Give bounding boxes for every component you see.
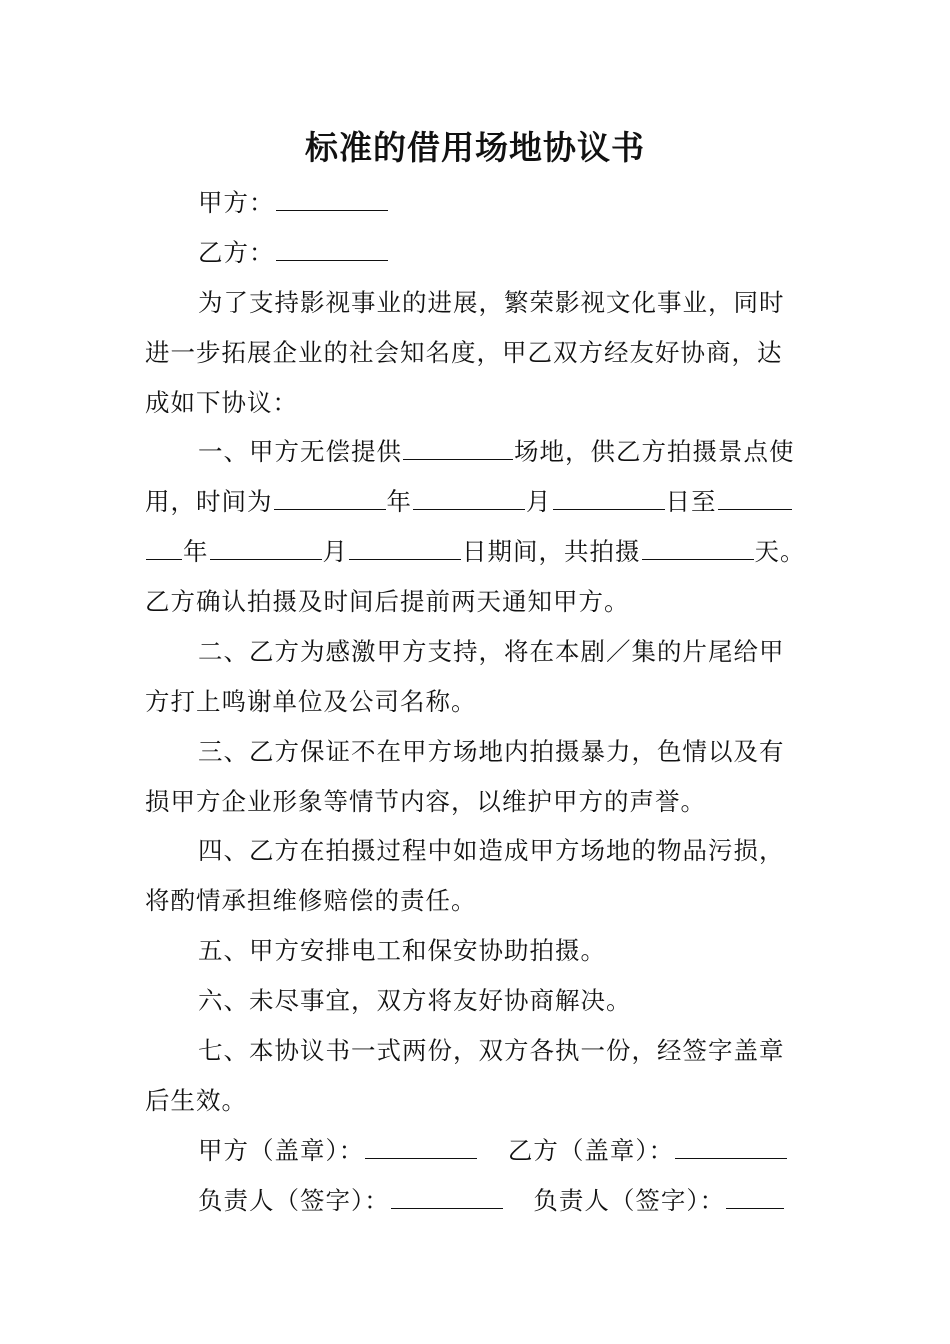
party-b-seal-blank [675,1136,787,1159]
party-a-person-blank [391,1186,503,1209]
seal-line [198,1132,788,1167]
intro-line-2: 进一步拓展企业的社会知名度，甲乙双方经友好协商，达 [145,338,783,367]
document-title: 标准的借用场地协议书 [305,128,645,167]
days-blank [642,537,754,560]
clause1-text: 年 [386,487,412,516]
end-day-blank [349,537,461,560]
clause4-line-2: 将酌情承担维修赔偿的责任。 [145,886,477,915]
clause2-line-1: 二、乙方为感激甲方支持，将在本剧／集的片尾给甲 [198,637,785,666]
clause1-text: 一、甲方无偿提供 [198,437,402,466]
clause5-line: 五、甲方安排电工和保安协助拍摄。 [198,936,606,965]
clause4-line-1: 四、乙方在拍摄过程中如造成甲方场地的物品污损， [198,836,785,865]
end-year-blank-part1 [718,487,792,510]
start-month-blank [413,487,525,510]
clause3-line-1: 三、乙方保证不在甲方场地内拍摄暴力，色情以及有 [198,737,785,766]
party-b-line [198,234,389,269]
clause1-text: 月 [526,487,552,516]
clause1-text: 天。 [754,537,806,566]
clause1-text: 日期间，共拍摄 [462,537,641,566]
party-a-person-label: 负责人（签字）： [198,1186,390,1215]
clause3-line-2: 损甲方企业形象等情节内容，以维护甲方的声誉。 [145,787,706,816]
party-a-label: 甲方： [198,188,275,217]
start-year-blank [274,487,386,510]
party-b-label: 乙方： [198,238,275,267]
clause7-line-2: 后生效。 [145,1086,247,1115]
party-a-seal-blank [365,1136,477,1159]
clause6-line: 六、未尽事宜，双方将友好协商解决。 [198,986,632,1015]
start-day-blank [553,487,665,510]
venue-blank [403,437,513,460]
clause1-text: 月 [322,537,348,566]
clause2-line-2: 方打上鸣谢单位及公司名称。 [145,687,477,716]
intro-line-1: 为了支持影视事业的进展，繁荣影视文化事业，同时 [198,288,785,317]
clause1-line-2 [145,483,793,518]
intro-line-3: 成如下协议： [145,388,298,417]
party-b-person-label: 负责人（签字）： [533,1186,726,1215]
clause7-line-1: 七、本协议书一式两份，双方各执一份，经签字盖章 [198,1036,785,1065]
party-a-line [198,184,389,219]
party-b-blank [276,238,388,261]
signature-line [198,1182,785,1217]
clause1-line-1 [198,433,795,468]
party-a-seal-label: 甲方（盖章）： [198,1136,365,1165]
party-b-person-blank [726,1186,784,1209]
clause1-line-4: 乙方确认拍摄及时间后提前两天通知甲方。 [145,587,630,616]
end-year-blank-part2 [146,537,182,560]
clause1-line-3 [145,533,806,568]
clause1-text: 用，时间为 [145,487,273,516]
clause1-text: 场地，供乙方拍摄景点使 [514,437,795,466]
clause1-text: 年 [183,537,209,566]
clause1-text: 日至 [665,487,717,516]
end-month-blank [210,537,322,560]
party-a-blank [276,188,388,211]
party-b-seal-label: 乙方（盖章）： [507,1136,675,1165]
